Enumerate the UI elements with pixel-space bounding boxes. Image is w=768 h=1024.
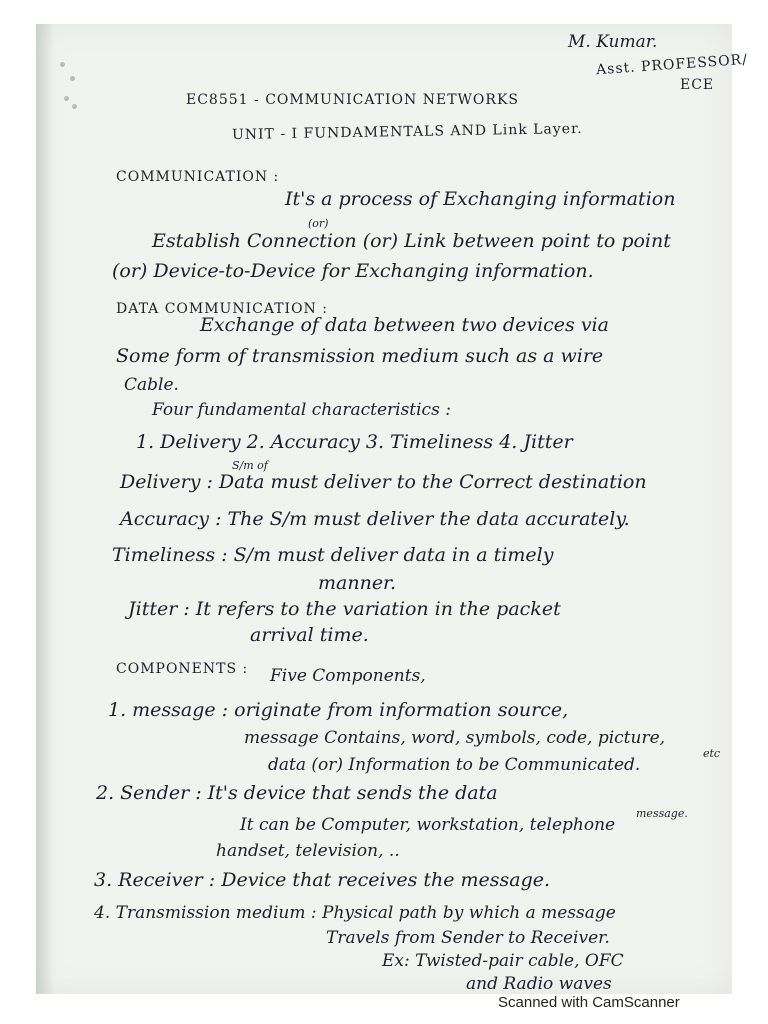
author-department: ECE — [680, 77, 715, 93]
characteristics-heading: Four fundamental characteristics : — [152, 400, 451, 420]
course-title: EC8551 - COMMUNICATION NETWORKS — [186, 92, 519, 108]
communication-def-line1: It's a process of Exchanging information — [285, 188, 676, 210]
sender-definition-line3: handset, television, .. — [216, 841, 400, 861]
delivery-definition: Delivery : Data must deliver to the Correct destination — [120, 471, 647, 493]
accuracy-definition: Accuracy : The S/m must deliver the data accurately. — [120, 508, 630, 530]
scanner-watermark: Scanned with CamScanner — [498, 994, 680, 1011]
timeliness-definition-line2: manner. — [318, 572, 397, 594]
timeliness-definition-line1: Timeliness : S/m must deliver data in a timely — [112, 544, 554, 566]
data-communication-line3: Cable. — [124, 375, 179, 395]
components-subheading: Five Components, — [270, 666, 426, 686]
communication-or-note: (or) — [308, 217, 329, 230]
author-designation: Asst. PROFESSOR/ — [595, 51, 749, 79]
message-definition-line2: message Contains, word, symbols, code, picture, — [244, 728, 666, 748]
unit-title: UNIT - I FUNDAMENTALS AND Link Layer. — [231, 120, 583, 144]
data-communication-line1: Exchange of data between two devices via — [200, 314, 609, 336]
receiver-definition: 3. Receiver : Device that receives the message. — [94, 869, 551, 891]
message-definition-line1: 1. message : originate from information source, — [108, 699, 569, 721]
message-etc-note: etc — [703, 747, 721, 760]
transmission-medium-line2: Travels from Sender to Receiver. — [326, 928, 610, 948]
sender-definition-line1: 2. Sender : It's device that sends the data — [96, 782, 498, 804]
message-definition-line3: data (or) Information to be Communicated. — [268, 755, 641, 775]
system-of-note: S/m of — [232, 459, 268, 472]
components-heading: COMPONENTS : — [116, 661, 249, 677]
sender-definition-line2: It can be Computer, workstation, telephone — [240, 815, 616, 835]
transmission-medium-example: Ex: Twisted-pair cable, OFC — [382, 951, 624, 971]
jitter-definition-line1: Jitter : It refers to the variation in the packet — [128, 598, 561, 620]
characteristics-list: 1. Delivery 2. Accuracy 3. Timeliness 4. Jitter — [136, 431, 573, 453]
transmission-medium-example-cont: and Radio waves — [466, 974, 612, 994]
communication-def-line3: (or) Device-to-Device for Exchanging information. — [112, 260, 594, 282]
data-communication-heading: DATA COMMUNICATION : — [116, 301, 328, 317]
jitter-definition-line2: arrival time. — [250, 624, 369, 646]
communication-def-line2: Establish Connection (or) Link between point to point — [152, 230, 671, 252]
transmission-medium-line1: 4. Transmission medium : Physical path by which a message — [94, 903, 616, 923]
page-fold-shadow — [36, 24, 54, 994]
author-name: M. Kumar. — [568, 32, 658, 52]
sender-message-note: message. — [636, 807, 688, 820]
data-communication-line2: Some form of transmission medium such as a wire — [116, 345, 604, 367]
communication-heading: COMMUNICATION : — [116, 169, 280, 185]
